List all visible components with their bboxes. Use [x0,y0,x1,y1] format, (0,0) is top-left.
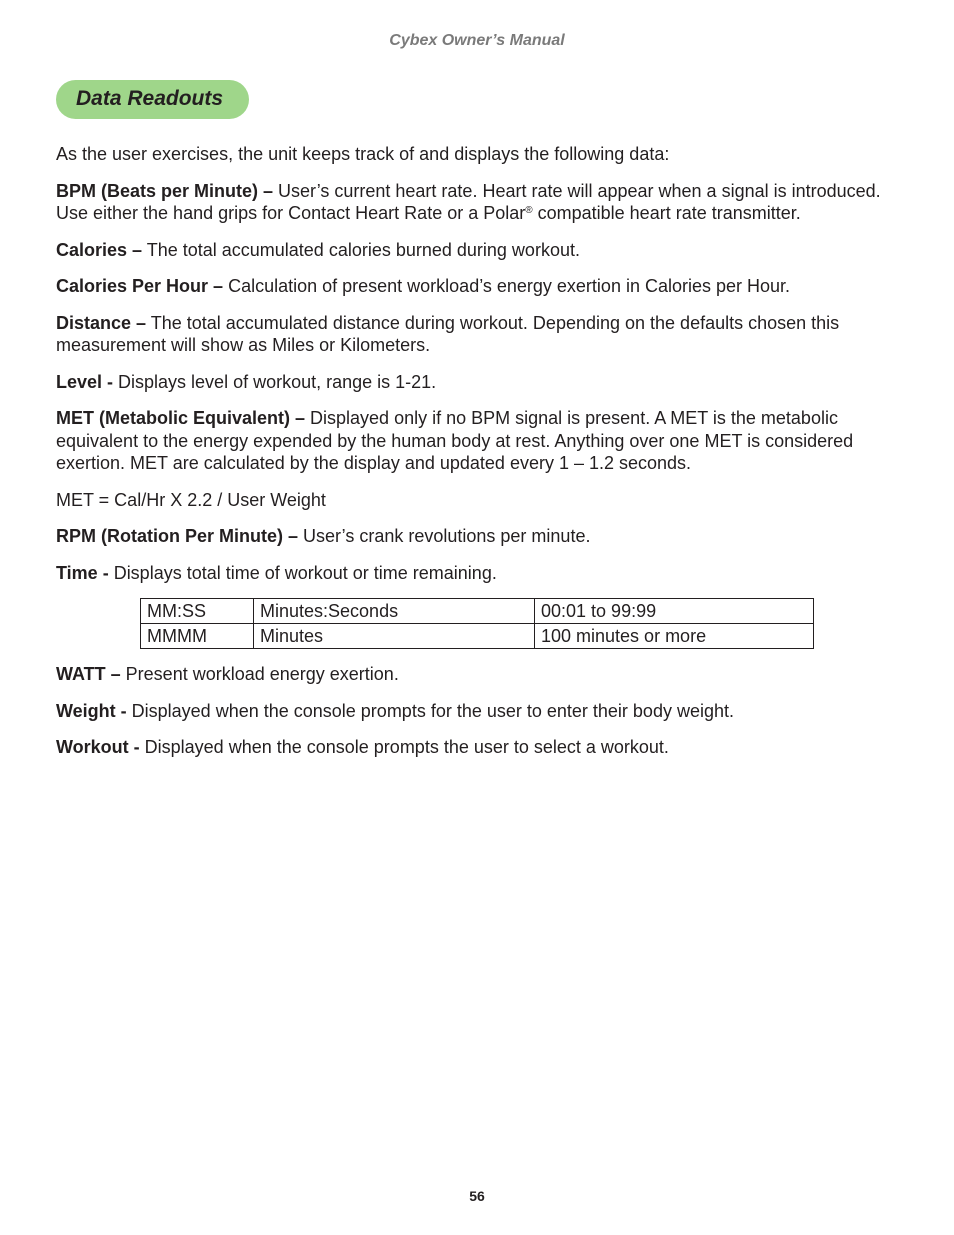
section-heading: Data Readouts [56,80,249,119]
running-header: Cybex Owner’s Manual [389,32,565,49]
term-calories-per-hour: Calories Per Hour – [56,276,224,296]
term-weight: Weight - [56,700,127,721]
definition-bpm-text-a: User’s current heart rate. Heart rate will appear when a signal is introduced. Use either the hand grips for Contact Heart Rate or a Polar [56,180,881,223]
definition-workout-text: Displayed when the console prompts the user to select a workout. [139,737,669,757]
table-cell: 00:01 to 99:99 [535,599,814,624]
definition-calories-text: The total accumulated calories burned during workout. [142,239,580,260]
document-body [56,143,898,773]
definition-level-text: Displays level of workout, range is 1-21. [113,371,437,392]
table-cell: 100 minutes or more [535,624,814,649]
definition-bpm-text-b: compatible heart rate transmitter. [532,203,801,223]
met-formula: MET = Cal/Hr X 2.2 / User Weight [56,489,326,510]
definition-met [56,407,898,475]
table-cell: Minutes:Seconds [254,599,535,624]
definition-calories-per-hour [56,275,898,298]
definition-weight-text: Displayed when the console prompts for the user to enter their body weight. [126,700,734,721]
term-bpm: BPM (Beats per Minute) – [56,180,274,201]
definition-met-text: Displayed only if no BPM signal is present. A MET is the metabolic equivalent to the energy expended by the human body at rest. Anything over one MET is considered exertion. MET are calculated by the display and updated every 1 – 1.2 seconds. [56,408,854,473]
term-workout: Workout - [56,737,140,757]
definition-rpm [56,525,898,548]
intro-paragraph: As the user exercises, the unit keeps track of and displays the following data: [56,144,670,164]
time-format-table [140,598,814,649]
definition-watt [56,663,898,686]
definition-distance [56,312,898,357]
definition-workout [56,736,898,759]
definition-level [56,371,898,394]
table-row [141,599,814,624]
definition-bpm [56,180,898,225]
definition-time [56,562,898,585]
term-rpm: RPM (Rotation Per Minute) – [56,526,298,546]
term-met: MET (Metabolic Equivalent) – [56,408,306,428]
definition-calories [56,239,898,262]
definition-distance-text: The total accumulated distance during workout. Depending on the defaults chosen this measurement will show as Miles or Kilometers. [56,312,840,355]
definition-rpm-text: User’s crank revolutions per minute. [298,526,591,546]
page-number: 56 [469,1188,485,1204]
table-cell: MMMM [141,624,254,649]
definition-watt-text: Present workload energy exertion. [120,664,399,684]
term-level: Level - [56,371,114,392]
table-row [141,624,814,649]
table-cell: MM:SS [141,599,254,624]
registered-mark: ® [525,205,533,216]
definition-calories-per-hour-text: Calculation of present workload’s energy exertion in Calories per Hour. [223,276,791,296]
definition-weight [56,700,898,723]
term-distance: Distance – [56,312,147,333]
term-watt: WATT – [56,664,121,684]
term-time: Time - [56,562,109,583]
table-cell: Minutes [254,624,535,649]
definition-time-text: Displays total time of workout or time remaining. [108,562,497,583]
term-calories: Calories – [56,239,143,260]
